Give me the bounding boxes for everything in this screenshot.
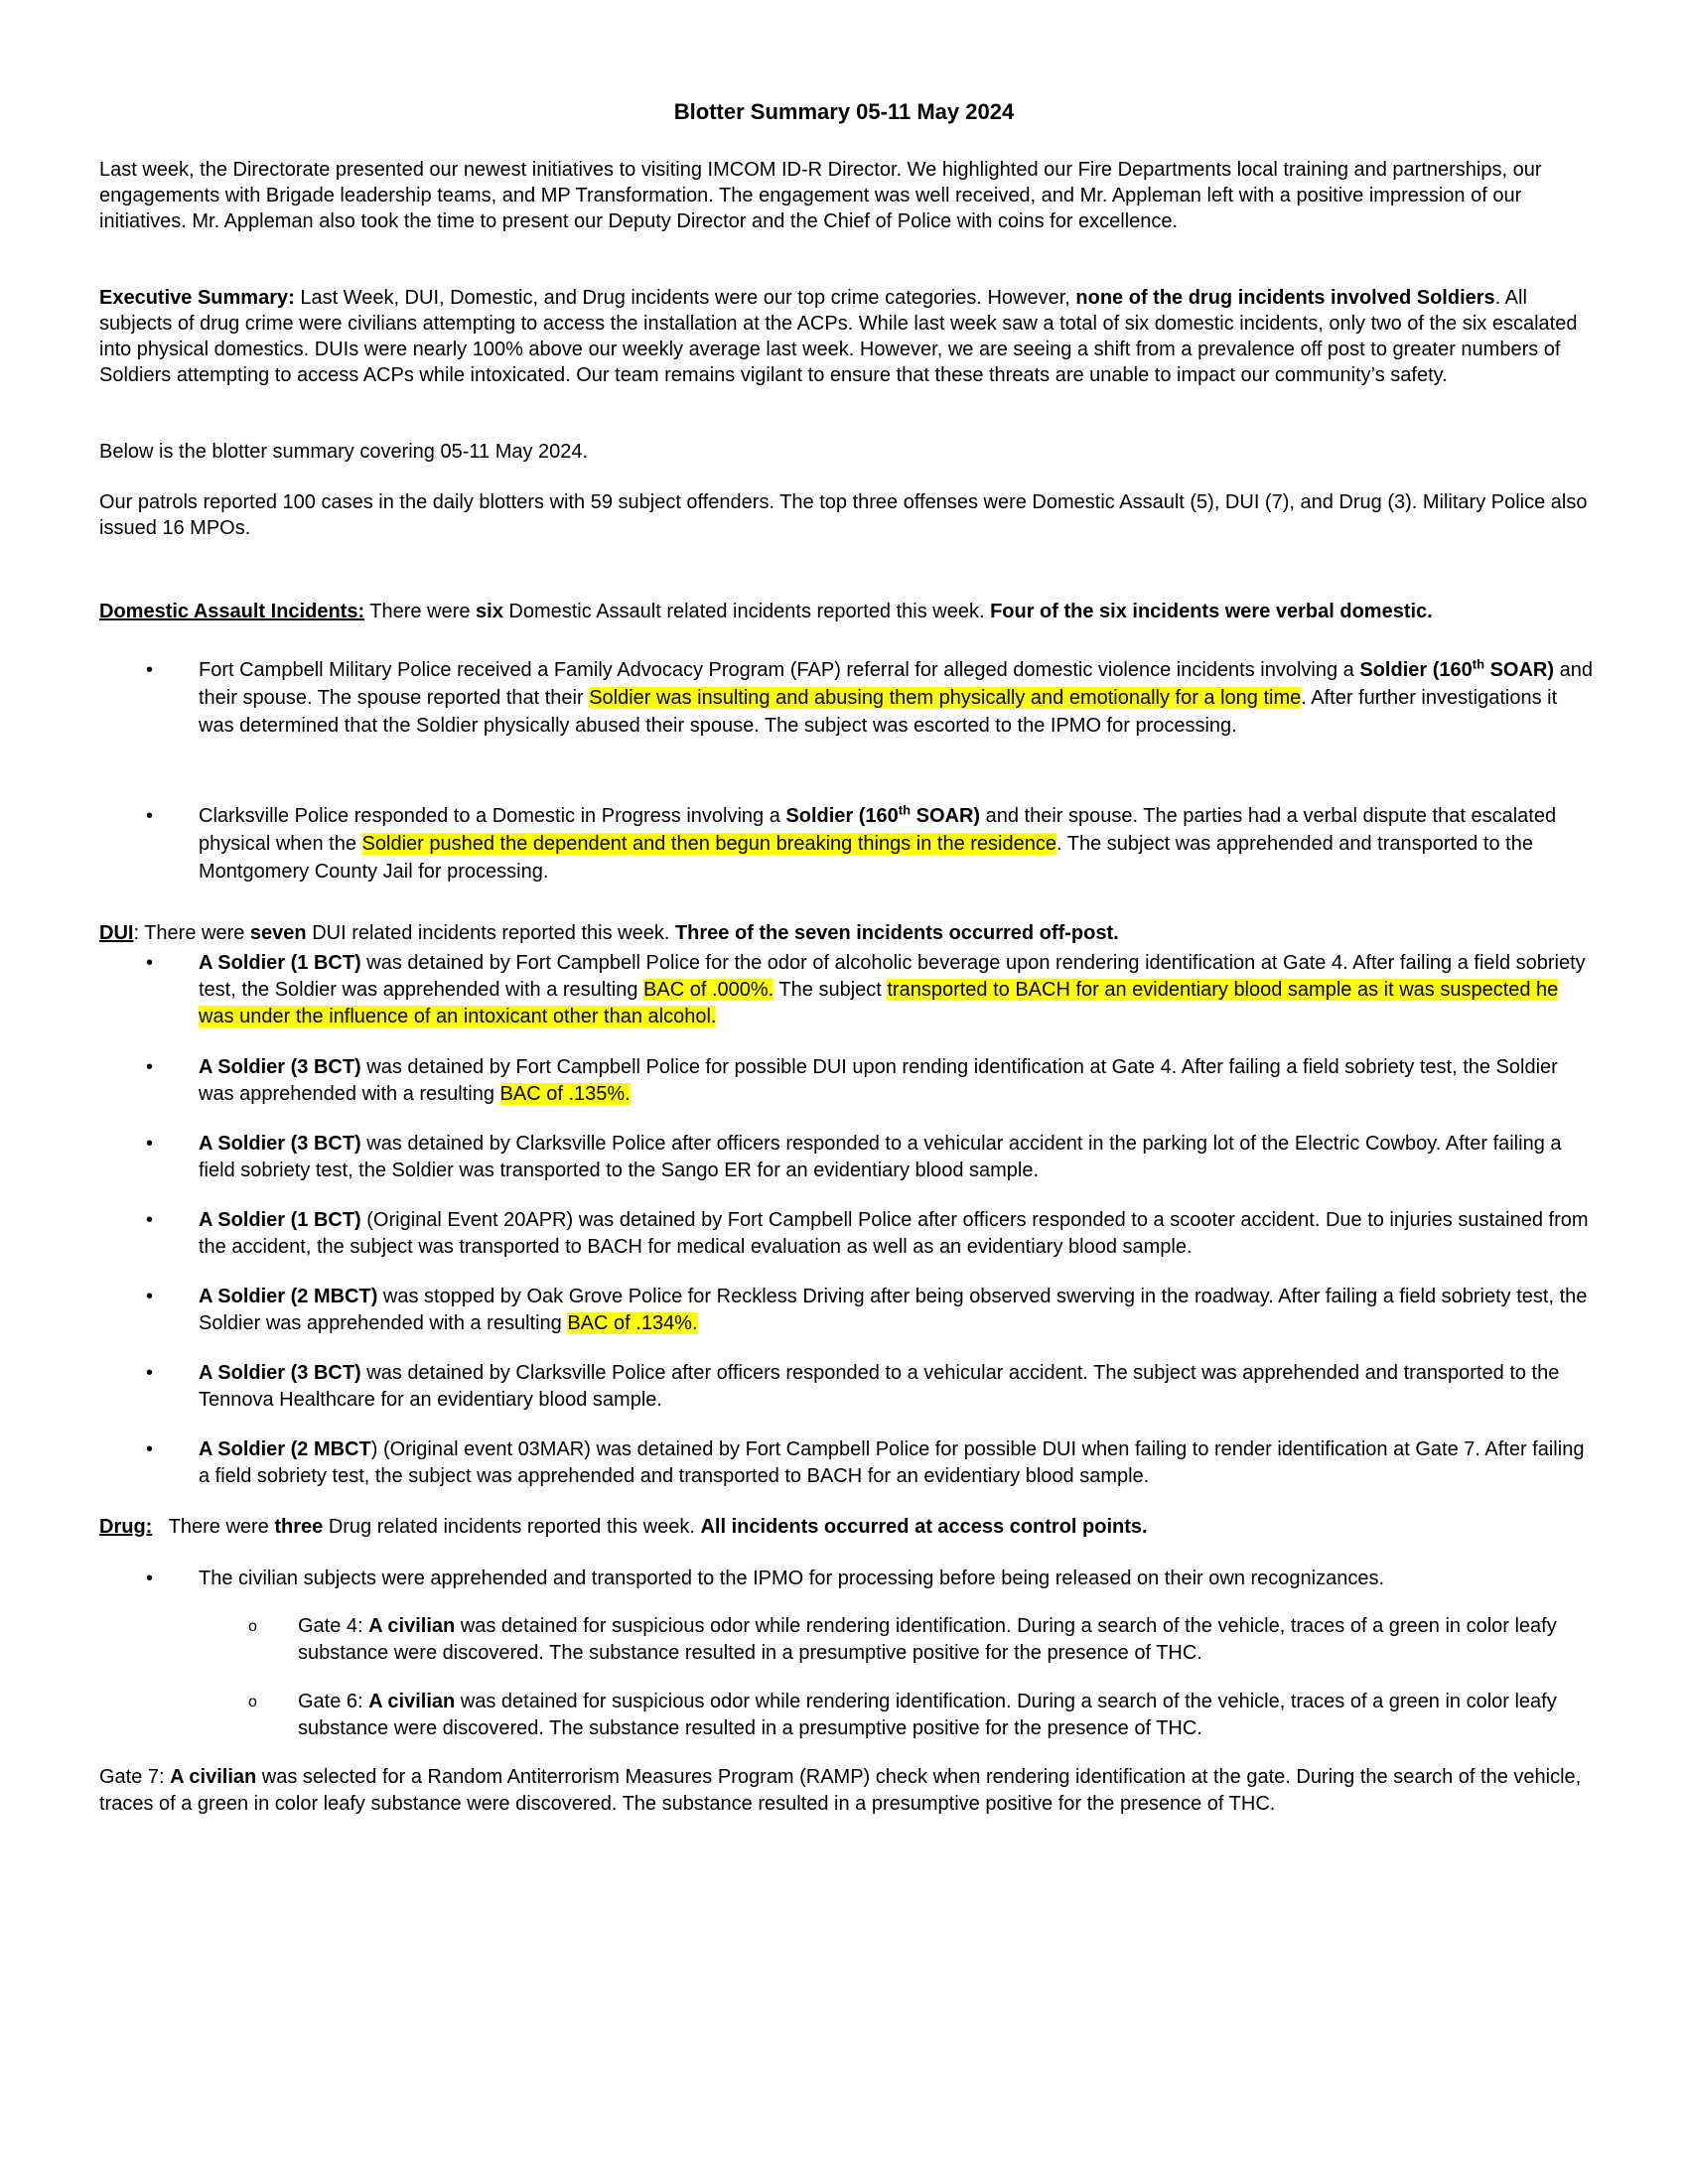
bullet-icon: • (146, 1438, 154, 1460)
bullet-icon: • (146, 1056, 154, 1078)
highlight: BAC of .000%. (643, 979, 774, 1001)
domestic-bold-1: six (476, 601, 503, 622)
drug-civilian-item: • The civilian subjects were apprehended and transported to the IPMO for processing before being released on their own recognizances. (199, 1565, 1594, 1592)
sub-bullet-icon: o (248, 1694, 257, 1710)
sub-bullet-icon: o (248, 1618, 257, 1635)
dui-item-3: • A Soldier (3 BCT) was detained by Clarksville Police after officers responded to a vehicular accident in the parking lot of the Electric Cowboy. After failing a field sobriety test, the Soldier was transported to the Sango ER for an evidentiary blood sample. (146, 1133, 1562, 1181)
bullet-icon: • (146, 952, 154, 974)
bullet-icon: • (146, 1209, 154, 1231)
drug-heading: Drug: (99, 1516, 153, 1538)
domestic-item-1: • Fort Campbell Military Police received a Family Advocacy Program (FAP) referral for alleged domestic violence incidents involving a Soldier (160th SOAR) and their spouse. The spouse reported that their Soldier was insulting and abusing them physically and emotionally for a long time. After further investigations it was determined that the Soldier physically abused their spouse. The subject was escorted to the IPMO for processing. (146, 656, 1593, 737)
drug-gate-7: Gate 7: A civilian was selected for a Random Antiterrorism Measures Program (RAMP) check when rendering identification at the gate. During the search of the vehicle, traces of a green in color leafy substance were discovered. The substance resulted in a presumptive positive for the presence of THC. (99, 1766, 1582, 1815)
drug-heading-line: Drug: There were three Drug related incidents reported this week. All incidents occurred at access control points. (99, 1516, 1148, 1538)
bullet-icon: • (146, 1286, 154, 1307)
executive-summary (99, 285, 1594, 388)
exec-label: Executive Summary: (99, 287, 295, 309)
highlight: BAC of .134%. (567, 1312, 698, 1334)
highlight: Soldier pushed the dependent and then begun breaking things in the residence (361, 833, 1056, 855)
bullet-icon: • (146, 659, 154, 681)
bullet-icon: • (146, 1568, 154, 1589)
patrols-paragraph: Our patrols reported 100 cases in the daily blotters with 59 subject offenders. The top three offenses were Domestic Assault (5), DUI (7), and Drug (3). Military Police also issued 16 MPOs. (99, 491, 1588, 539)
domestic-item-2: • Clarksville Police responded to a Domestic in Progress involving a Soldier (160th SOAR) and their spouse. The parties had a verbal dispute that escalated physical when the Soldier pushed the dependent and then begun breaking things in the residence. The subject was apprehended and transported to the Montgomery County Jail for processing. (146, 802, 1557, 883)
domestic-bold-2: Four of the six incidents were verbal domestic. (990, 601, 1433, 622)
highlight: Soldier was insulting and abusing them physically and emotionally for a long time (589, 687, 1302, 709)
dui-item-7: • A Soldier (2 MBCT) (Original event 03MAR) was detained by Fort Campbell Police for possible DUI when failing to render identification at Gate 7. After failing a field sobriety test, the subject was apprehended and transported to BACH for an evidentiary blood sample. (146, 1438, 1585, 1487)
highlight: transported to BACH for an evidentiary blood sample as it was suspected he was under the influence of an intoxicant other than alcohol. (199, 979, 1559, 1027)
bullet-icon: • (146, 1362, 154, 1384)
document-title: Blotter Summary 05-11 May 2024 (673, 99, 1015, 124)
intro-paragraph: Last week, the Directorate presented our newest initiatives to visiting IMCOM ID-R Director. We highlighted our Fire Departments local training and partnerships, our engagements with Brigade leadership teams, and MP Transformation. The engagement was well received, and Mr. Appleman left with a positive impression of our initiatives. Mr. Appleman also took the time to present our Deputy Director and the Chief of Police with coins for excellence. (99, 159, 1542, 232)
highlight: BAC of .135%. (499, 1083, 631, 1105)
domestic-text-1: There were (364, 601, 477, 622)
domestic-heading-line (99, 599, 1594, 624)
dui-item-4: • A Soldier (1 BCT) (Original Event 20APR) was detained by Fort Campbell Police after officers responded to a scooter accident. Due to injuries sustained from the accident, the subject was transported to BACH for medical evaluation as well as an evidentiary blood sample. (146, 1209, 1589, 1258)
dui-item-5: • A Soldier (2 MBCT) was stopped by Oak Grove Police for Reckless Driving after being observed swerving in the roadway. After failing a field sobriety test, the Soldier was apprehended with a resulting BAC of .134%. (146, 1286, 1588, 1334)
bullet-icon: • (146, 1133, 154, 1155)
drug-gate-6: o Gate 6: A civilian was detained for suspicious odor while rendering identification. During a search of the vehicle, traces of a green in color leafy substance were discovered. The substance resulted in a presumptive positive for the presence of THC. (248, 1691, 1557, 1739)
dui-item-1: • A Soldier (1 BCT) was detained by Fort Campbell Police for the odor of alcoholic beverage upon rendering identification at Gate 4. After failing a field sobriety test, the Soldier was apprehended with a resulting BAC of .000%. The subject transported to BACH for an evidentiary blood sample as it was suspected he was under the influence of an intoxicant other than alcohol. (146, 952, 1586, 1027)
domestic-heading: Domestic Assault Incidents: (99, 601, 365, 622)
dui-item-6: • A Soldier (3 BCT) was detained by Clarksville Police after officers responded to a vehicular accident. The subject was apprehended and transported to the Tennova Healthcare for an evidentiary blood sample. (146, 1362, 1560, 1411)
exec-text-1: Last Week, DUI, Domestic, and Drug incidents were our top crime categories. However, (294, 287, 1076, 309)
dui-heading-line: DUI: There were seven DUI related incidents reported this week. Three of the seven incidents occurred off-post. (99, 922, 1119, 944)
dui-heading: DUI (99, 922, 134, 944)
domestic-text-2: Domestic Assault related incidents reported this week. (502, 601, 991, 622)
below-paragraph: Below is the blotter summary covering 05-11 May 2024. (99, 441, 589, 463)
dui-item-2: • A Soldier (3 BCT) was detained by Fort Campbell Police for possible DUI upon rending identification at Gate 4. After failing a field sobriety test, the Soldier was apprehended with a resulting BAC of .135%. (146, 1056, 1558, 1105)
drug-gate-4: o Gate 4: A civilian was detained for suspicious odor while rendering identification. During a search of the vehicle, traces of a green in color leafy substance were discovered. The substance resulted in a presumptive positive for the presence of THC. (248, 1615, 1557, 1664)
bullet-icon: • (146, 805, 154, 827)
exec-text-2: . All subjects of drug crime were civilians attempting to access the installation at the ACPs. While last week saw a total of six domestic incidents, only two of the six escalated into physical domestics. DUIs were nearly 100% above our weekly average last week. However, we are seeing a shift from a prevalence off post to greater numbers of Soldiers attempting to access ACPs while intoxicated. Our team remains vigilant to ensure that these threats are unable to impact our community’s safety. (99, 287, 1578, 386)
exec-bold-1: none of the drug incidents involved Soldiers (1075, 287, 1495, 309)
